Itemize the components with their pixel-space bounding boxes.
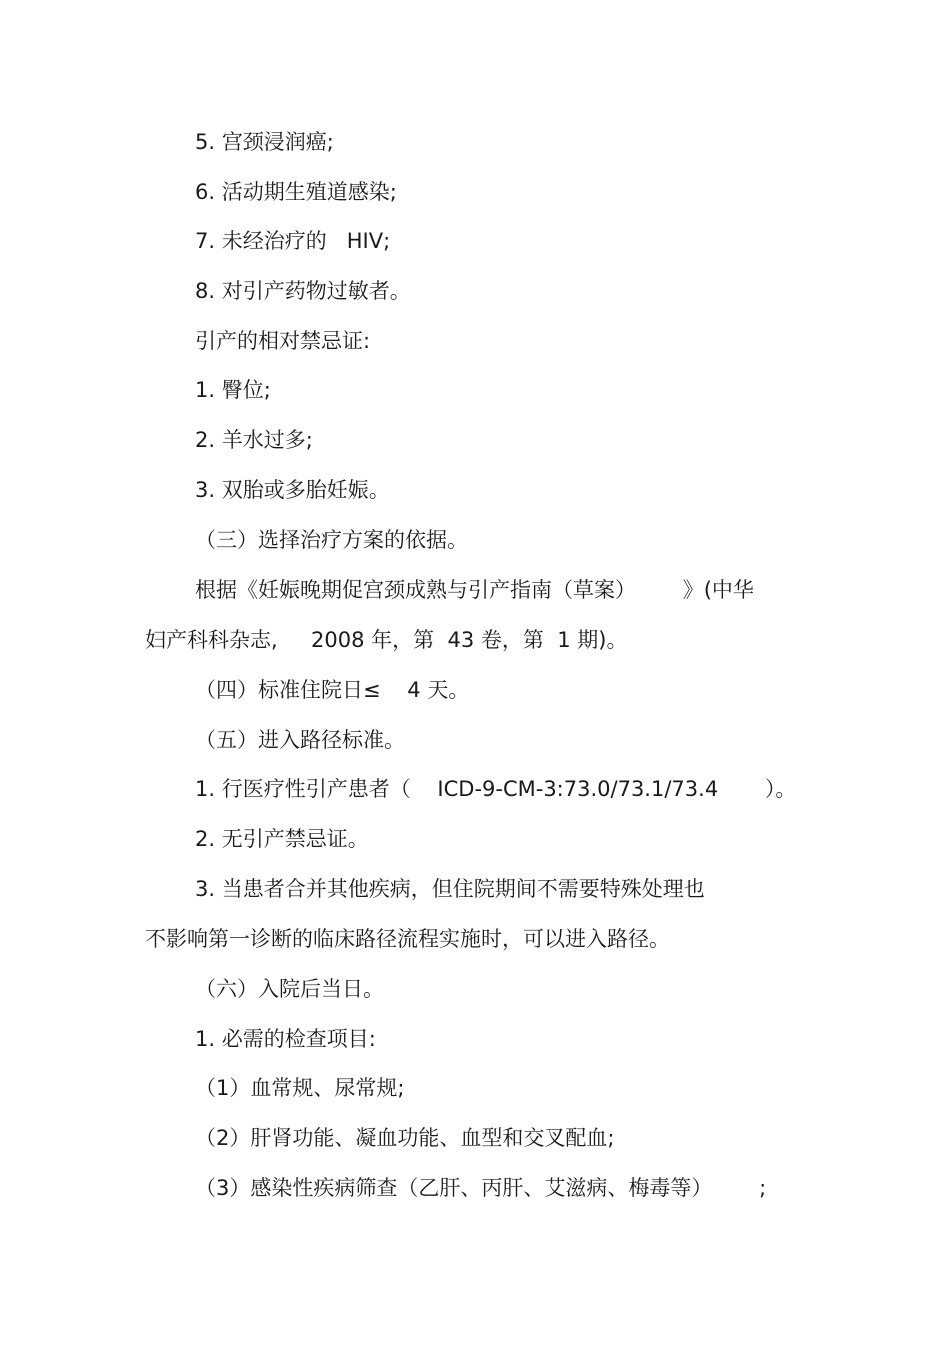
- entry-item-3-line-2: 不影响第一诊断的临床路径流程实施时，可以进入路径。: [145, 927, 670, 951]
- entry-item-1: 1. 行医疗性引产患者（ ICD-9-CM-3:73.0/73.1/73.4 ）。: [195, 777, 797, 801]
- relative-item-2: 2. 羊水过多;: [195, 428, 313, 452]
- section-3-paragraph-line-2: 妇产科科杂志, 2008 年，第 43 卷，第 1 期)。: [145, 628, 628, 652]
- entry-item-2: 2. 无引产禁忌证。: [195, 827, 369, 851]
- relative-item-3: 3. 双胎或多胎妊娠。: [195, 478, 390, 502]
- section-3-paragraph-line-1: 根据《妊娠晚期促宫颈成熟与引产指南（草案） 》(中华: [195, 578, 754, 602]
- section-3-heading: （三）选择治疗方案的依据。: [195, 528, 468, 552]
- relative-contraindications-heading: 引产的相对禁忌证:: [195, 329, 371, 353]
- entry-item-3-line-1: 3. 当患者合并其他疾病，但住院期间不需要特殊处理也: [195, 877, 705, 901]
- required-checks-heading: 1. 必需的检查项目:: [195, 1027, 376, 1051]
- contraindication-item-6: 6. 活动期生殖道感染;: [195, 180, 397, 204]
- contraindication-item-7: 7. 未经治疗的 HIV;: [195, 229, 391, 253]
- contraindication-item-8: 8. 对引产药物过敏者。: [195, 279, 411, 303]
- relative-item-1: 1. 臀位;: [195, 378, 271, 402]
- section-4-heading: （四）标准住院日≤ 4 天。: [195, 678, 470, 702]
- section-6-heading: （六）入院后当日。: [195, 977, 384, 1001]
- contraindication-item-5: 5. 宫颈浸润癌;: [195, 130, 334, 154]
- check-item-2: （2）肝肾功能、凝血功能、血型和交叉配血;: [195, 1126, 615, 1150]
- check-item-3: （3）感染性疾病筛查（乙肝、丙肝、艾滋病、梅毒等） ;: [195, 1176, 767, 1200]
- section-5-heading: （五）进入路径标准。: [195, 728, 405, 752]
- check-item-1: （1）血常规、尿常规;: [195, 1076, 405, 1100]
